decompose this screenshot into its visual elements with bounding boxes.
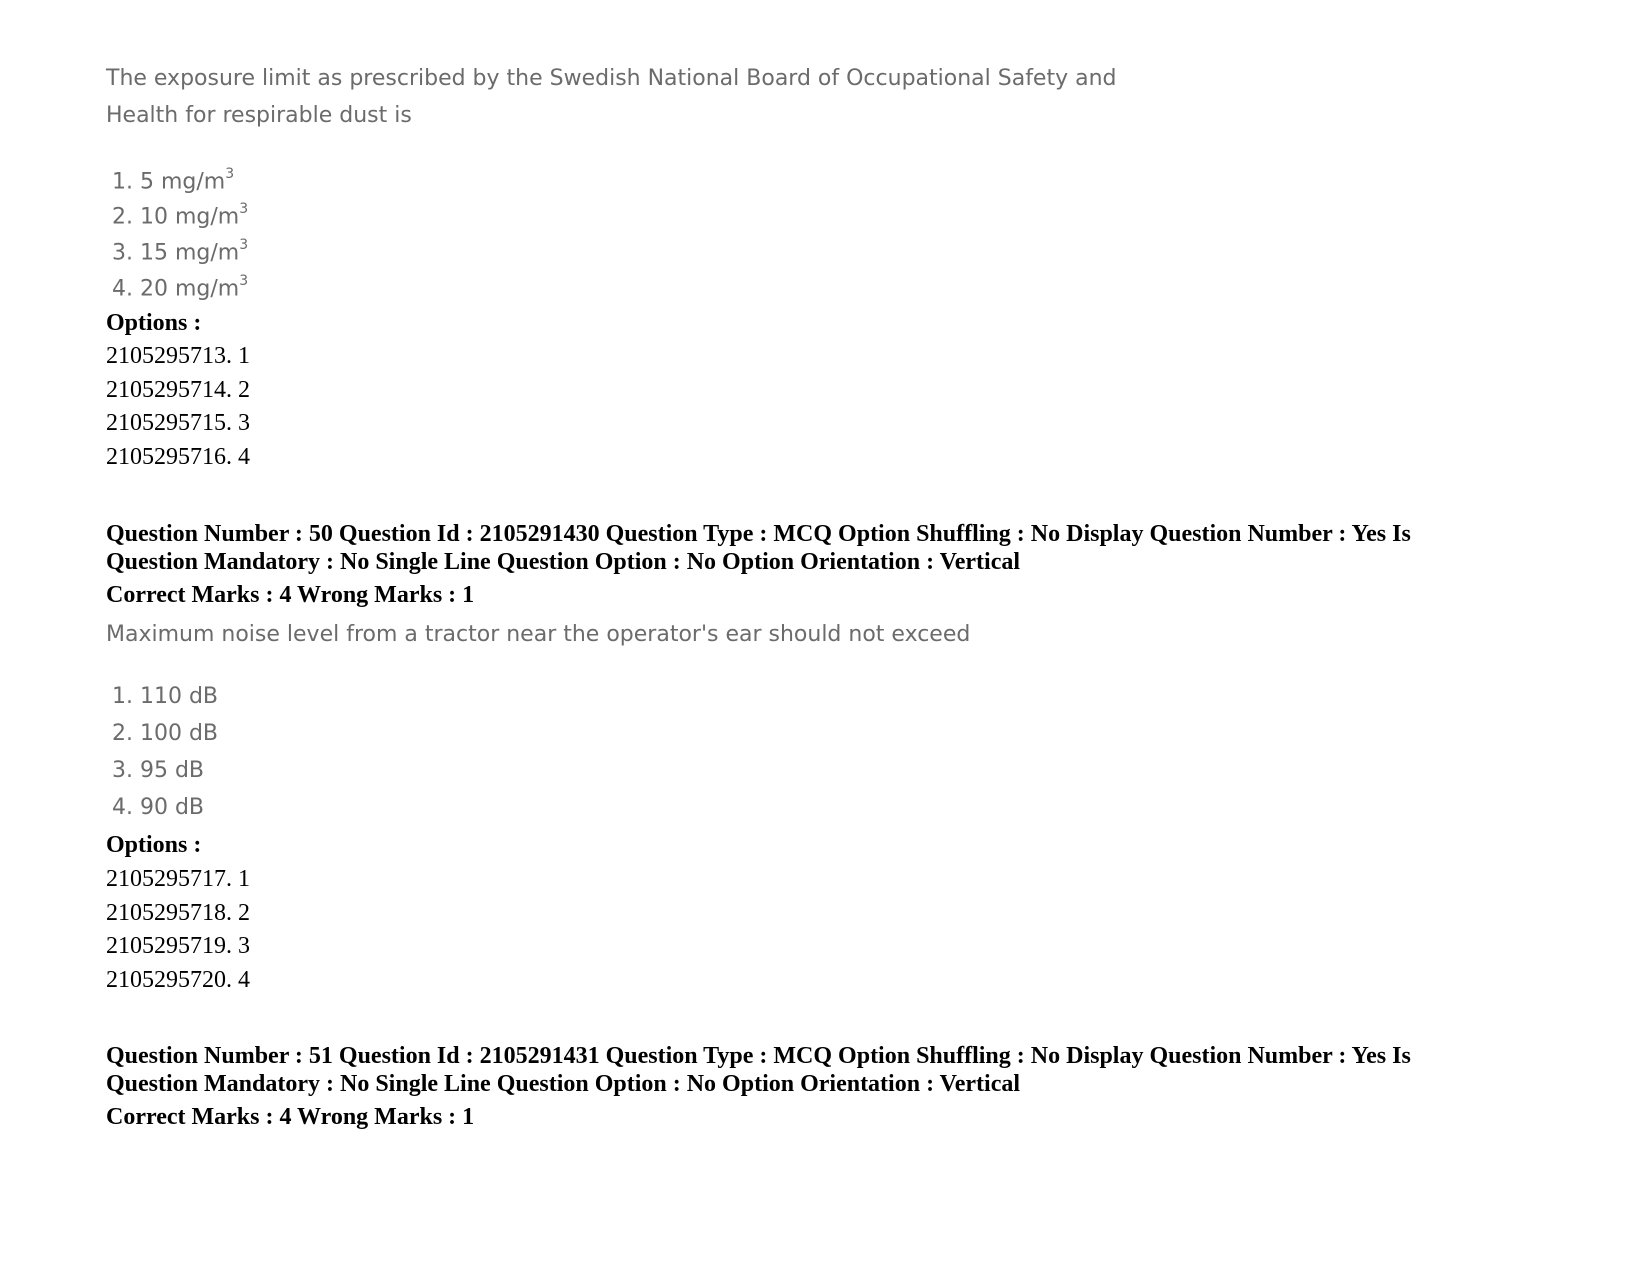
options-heading: Options : <box>106 832 202 858</box>
choice-number: 1. <box>112 169 133 195</box>
option-id: 2105295716. 4 <box>106 444 250 470</box>
option-id: 2105295717. 1 <box>106 866 250 892</box>
marks-line: Correct Marks : 4 Wrong Marks : 1 <box>106 582 475 608</box>
answer-choice: 4. 90 dB <box>112 795 205 820</box>
choice-number: 2. <box>112 204 133 230</box>
question-text-line: Health for respirable dust is <box>106 103 412 128</box>
answer-choice: 3. 95 dB <box>112 758 205 783</box>
choice-number: 4. <box>112 276 133 302</box>
choice-value: 10 mg/m <box>140 204 240 230</box>
answer-choice: 2. 100 dB <box>112 721 219 746</box>
options-heading: Options : <box>106 310 202 336</box>
choice-value: 15 mg/m <box>140 240 240 266</box>
option-id: 2105295714. 2 <box>106 377 250 403</box>
marks-line: Correct Marks : 4 Wrong Marks : 1 <box>106 1104 475 1130</box>
option-id: 2105295720. 4 <box>106 967 250 993</box>
choice-superscript: 3 <box>239 237 249 253</box>
answer-choice <box>112 196 248 232</box>
option-id: 2105295718. 2 <box>106 900 250 926</box>
choice-value: 20 mg/m <box>140 276 240 302</box>
option-id: 2105295719. 3 <box>106 933 250 959</box>
option-id: 2105295713. 1 <box>106 343 250 369</box>
question-meta-line: Question Mandatory : No Single Line Question Option : No Option Orientation : Vertical <box>106 549 1021 575</box>
answer-choice <box>112 161 234 197</box>
answer-choice: 1. 110 dB <box>112 684 219 709</box>
choice-superscript: 3 <box>239 273 249 289</box>
option-id: 2105295715. 3 <box>106 410 250 436</box>
question-meta-line: Question Number : 51 Question Id : 2105291431 Question Type : MCQ Option Shuffling : No Display Question Number : Yes Is <box>106 1043 1411 1069</box>
question-text: Maximum noise level from a tractor near the operator's ear should not exceed <box>106 622 971 647</box>
choice-superscript: 3 <box>239 201 249 217</box>
question-meta-line: Question Mandatory : No Single Line Question Option : No Option Orientation : Vertical <box>106 1071 1021 1097</box>
choice-number: 3. <box>112 240 133 266</box>
choice-value: 5 mg/m <box>140 169 226 195</box>
question-text-line: The exposure limit as prescribed by the Swedish National Board of Occupational Safety and <box>106 66 1117 91</box>
choice-superscript: 3 <box>225 166 235 182</box>
answer-choice <box>112 268 248 304</box>
question-meta-line: Question Number : 50 Question Id : 2105291430 Question Type : MCQ Option Shuffling : No Display Question Number : Yes Is <box>106 521 1411 547</box>
answer-choice <box>112 232 248 268</box>
